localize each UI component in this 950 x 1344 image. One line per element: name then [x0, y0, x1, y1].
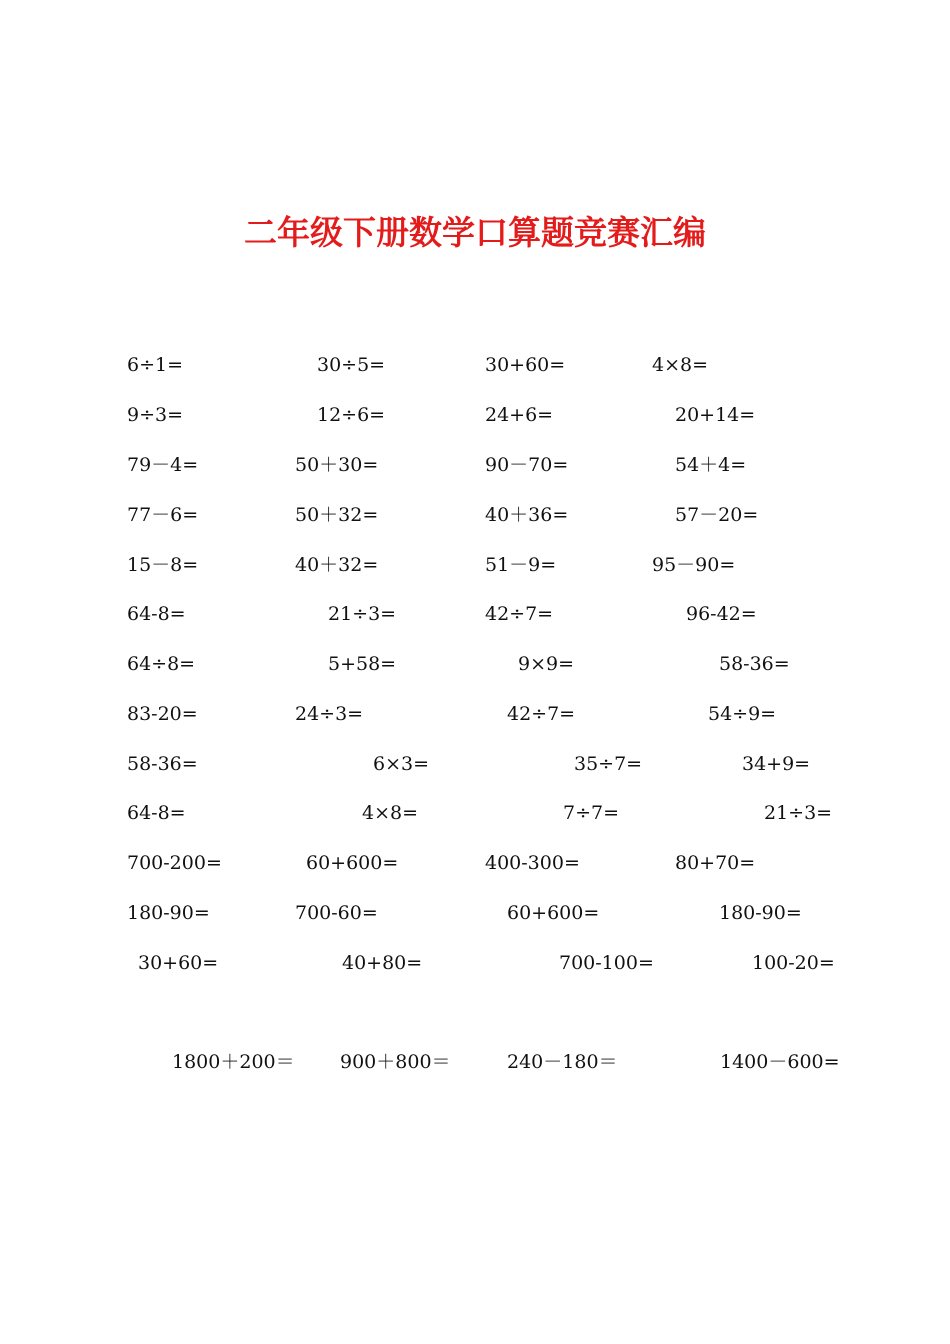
problem: 24+6=	[485, 404, 554, 426]
problem: 79－4=	[127, 454, 199, 476]
problem: 700-60=	[295, 902, 378, 924]
problem: 83-20=	[127, 703, 198, 725]
problem: 20+14=	[675, 404, 756, 426]
problem: 34+9=	[742, 753, 811, 775]
problem: 24÷3=	[295, 703, 364, 725]
problem: 9÷3=	[127, 404, 184, 426]
problem: 50＋32=	[295, 504, 379, 526]
problem: 42÷7=	[485, 603, 554, 625]
problem: 4×8=	[652, 354, 709, 376]
problem: 54÷9=	[708, 703, 777, 725]
problem: 180-90=	[719, 902, 802, 924]
problem: 60+600=	[507, 902, 600, 924]
problem: 180-90=	[127, 902, 210, 924]
problem: 80+70=	[675, 852, 756, 874]
problem: 77－6=	[127, 504, 199, 526]
problem: 700-200=	[127, 852, 222, 874]
problem: 64÷8=	[127, 653, 196, 675]
problem: 30+60=	[138, 952, 219, 974]
problem: 50＋30=	[295, 454, 379, 476]
problem: 9×9=	[518, 653, 575, 675]
problem: 21÷3=	[328, 603, 397, 625]
problem: 57－20=	[675, 504, 759, 526]
problem: 40＋36=	[485, 504, 569, 526]
problem: 95－90=	[652, 554, 736, 576]
problem: 58-36=	[719, 653, 790, 675]
problem: 6÷1=	[127, 354, 184, 376]
problem: 7÷7=	[563, 802, 620, 824]
page-title: 二年级下册数学口算题竞赛汇编	[244, 213, 706, 252]
problem: 700-100=	[559, 952, 654, 974]
problem: 1400－600=	[720, 1051, 840, 1073]
problem: 100-20=	[752, 952, 835, 974]
problem: 90－70=	[485, 454, 569, 476]
problem: 21÷3=	[764, 802, 833, 824]
problem: 51－9=	[485, 554, 557, 576]
problem: 240－180＝	[507, 1051, 618, 1073]
problem: 64-8=	[127, 603, 186, 625]
problem: 15－8=	[127, 554, 199, 576]
problem: 900＋800＝	[340, 1051, 451, 1073]
problem: 58-36=	[127, 753, 198, 775]
problem: 35÷7=	[574, 753, 643, 775]
problem: 42÷7=	[507, 703, 576, 725]
problem: 60+600=	[306, 852, 399, 874]
problem: 54＋4=	[675, 454, 747, 476]
problem: 40+80=	[342, 952, 423, 974]
problem: 40＋32=	[295, 554, 379, 576]
problem: 1800＋200＝	[172, 1051, 295, 1073]
problem: 30÷5=	[317, 354, 386, 376]
problem: 6×3=	[373, 753, 430, 775]
problem: 64-8=	[127, 802, 186, 824]
problem: 400-300=	[485, 852, 580, 874]
problem: 4×8=	[362, 802, 419, 824]
problem: 5+58=	[328, 653, 397, 675]
problem: 96-42=	[686, 603, 757, 625]
problem: 12÷6=	[317, 404, 386, 426]
problem: 30+60=	[485, 354, 566, 376]
